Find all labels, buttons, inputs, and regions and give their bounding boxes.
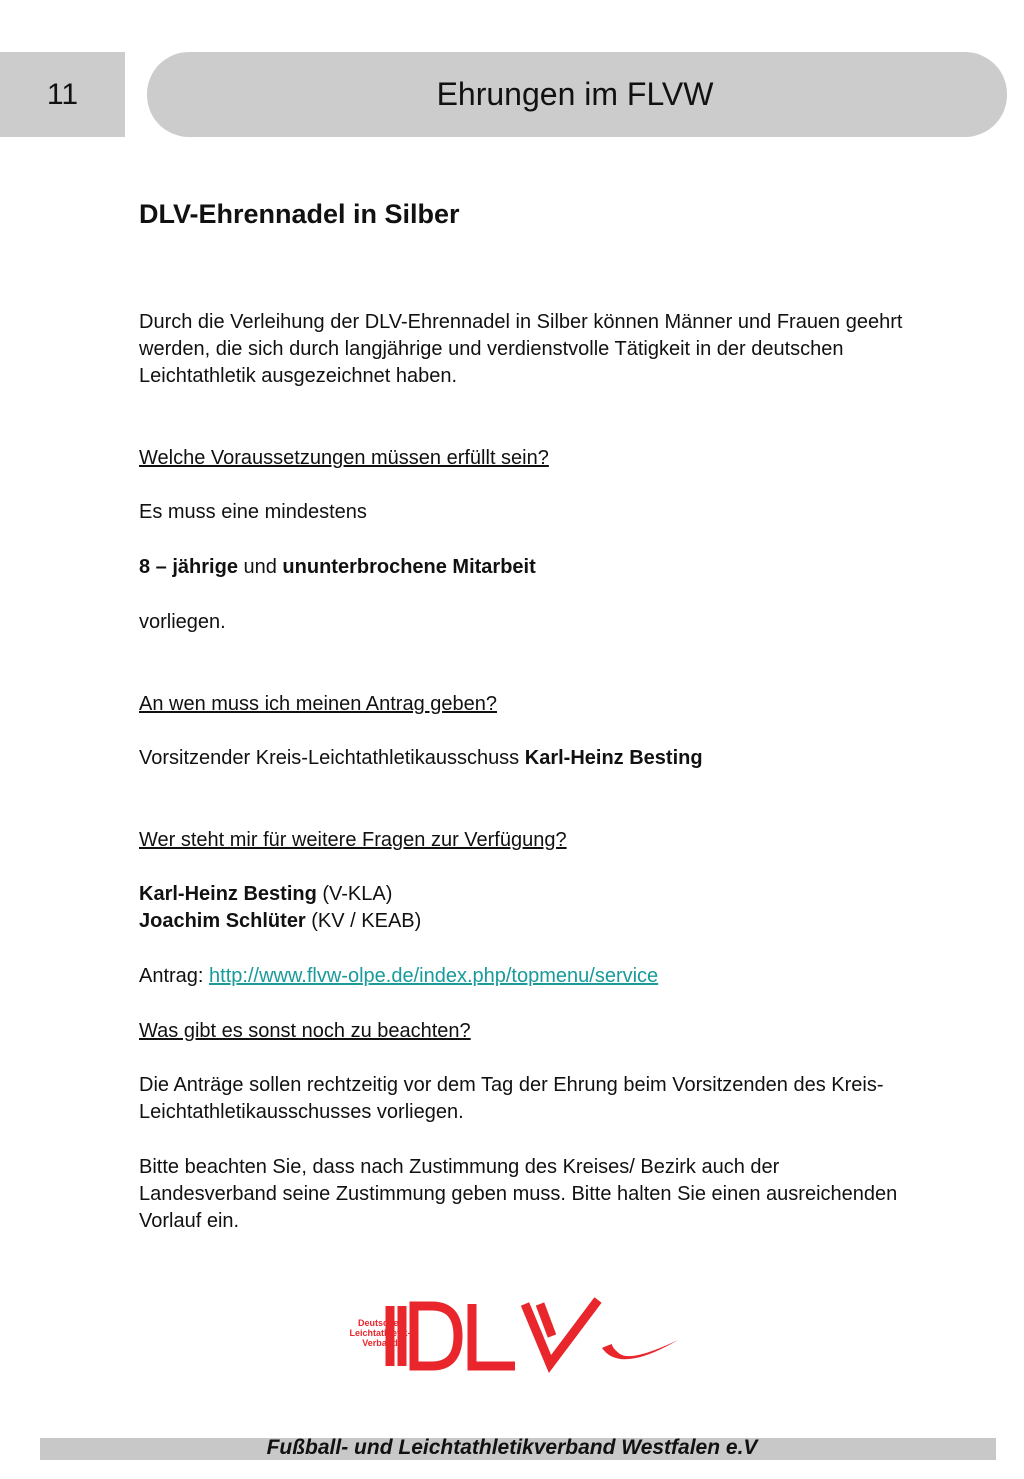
logo-letters <box>390 1300 598 1366</box>
question-further-info: Wer steht mir für weitere Fragen zur Verfügung? <box>139 829 567 851</box>
question-requirements: Welche Voraussetzungen müssen erfüllt sein? <box>139 447 549 469</box>
requirement-line-2 <box>139 554 1009 581</box>
note-line: Landesverband seine Zustimmung geben muss. Bitte halten Sie einen ausreichenden <box>139 1183 898 1205</box>
intro-line: Leichtathletik ausgezeichnet haben. <box>139 365 458 387</box>
requirement-and: und <box>237 556 283 578</box>
contact-role: Vorsitzender Kreis-Leichtathletikausschuss <box>139 747 525 769</box>
logo-text-line-3: Verband <box>362 1338 398 1348</box>
submission-contact <box>139 745 1009 772</box>
contact-person-1 <box>139 881 1009 908</box>
requirement-years: 8 – jährige <box>139 556 238 578</box>
note-paragraph-1 <box>139 1072 1009 1126</box>
footer-text: Fußball- und Leichtathletikverband Westfalen e.V <box>266 1436 758 1459</box>
page-title-banner <box>147 52 1007 137</box>
contact-person-2 <box>139 908 1009 935</box>
person-2-name: Joachim Schlüter <box>139 910 306 932</box>
section-heading: DLV-Ehrennadel in Silber <box>139 199 460 229</box>
note-line: Die Anträge sollen rechtzeitig vor dem Tag der Ehrung beim Vorsitzenden des Kreis- <box>139 1074 884 1096</box>
dlv-logo <box>340 1296 680 1374</box>
person-2-role: (KV / KEAB) <box>305 910 422 932</box>
person-1-name: Karl-Heinz Besting <box>139 883 317 905</box>
intro-line: werden, die sich durch langjährige und verdienstvolle Tätigkeit in der deutschen <box>139 338 844 360</box>
note-line: Bitte beachten Sie, dass nach Zustimmung des Kreises/ Bezirk auch der <box>139 1156 780 1178</box>
logo-text-line-1: Deutscher <box>357 1318 403 1328</box>
intro-paragraph <box>139 309 1009 390</box>
note-line: Vorlauf ein. <box>139 1210 240 1232</box>
requirement-continuous: ununterbrochene Mitarbeit <box>282 556 536 578</box>
application-link[interactable]: http://www.flvw-olpe.de/index.php/topmenu/service <box>209 965 659 987</box>
question-submission: An wen muss ich meinen Antrag geben? <box>139 693 497 715</box>
note-paragraph-2 <box>139 1154 1009 1235</box>
contact-name: Karl-Heinz Besting <box>524 747 703 769</box>
question-notes: Was gibt es sonst noch zu beachten? <box>139 1020 471 1042</box>
application-line <box>139 963 1009 990</box>
intro-line: Durch die Verleihung der DLV-Ehrennadel in Silber können Männer und Frauen geehrt <box>139 311 903 333</box>
person-1-role: (V-KLA) <box>316 883 393 905</box>
logo-text-line-2: Leichtathletik- <box>349 1328 411 1338</box>
page-number-box <box>0 52 125 137</box>
application-label: Antrag: <box>139 965 210 987</box>
requirement-line-1: Es muss eine mindestens <box>139 501 367 523</box>
page-number: 11 <box>46 77 79 111</box>
requirement-line-3: vorliegen. <box>139 611 226 633</box>
note-line: Leichtathletikausschusses vorliegen. <box>139 1101 464 1123</box>
swoosh-icon <box>602 1340 678 1359</box>
page-title: Ehrungen im FLVW <box>436 76 714 112</box>
